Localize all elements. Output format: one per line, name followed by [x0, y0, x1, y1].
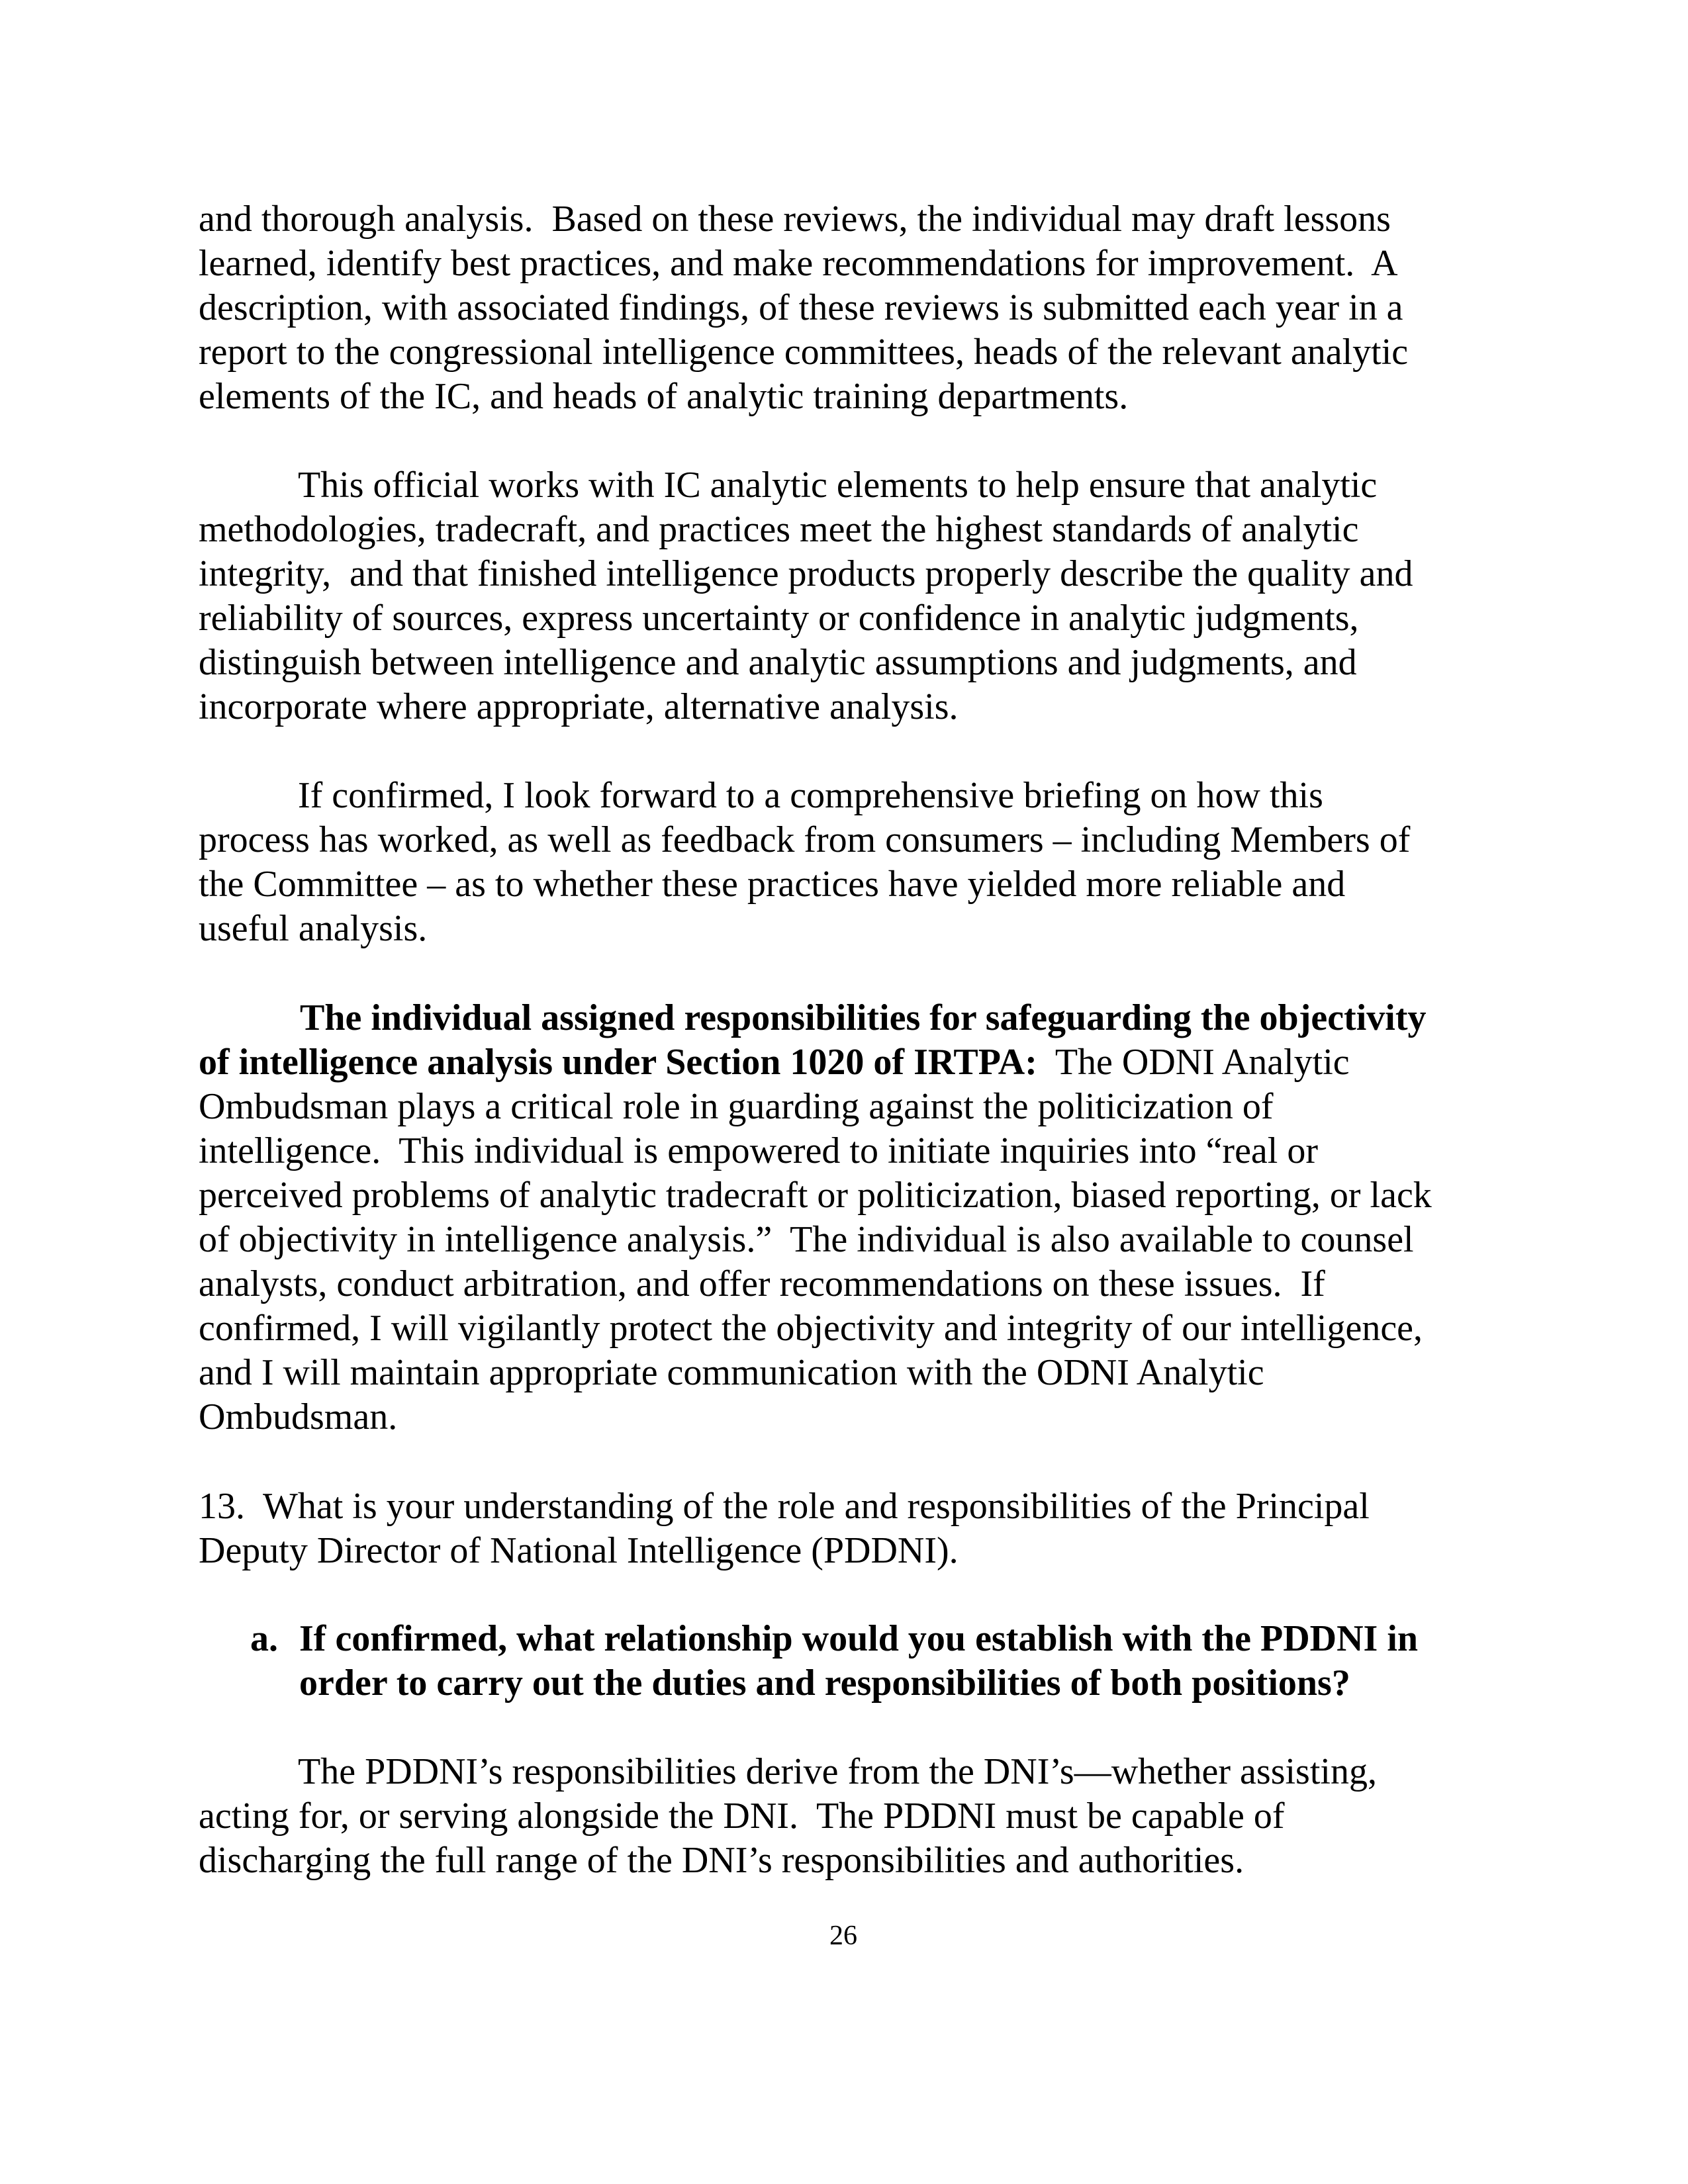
text-line: If confirmed, I look forward to a comprehensive briefing on how this	[298, 775, 1323, 816]
text-line: The PDDNI’s responsibilities derive from the DNI’s—whether assisting,	[298, 1751, 1377, 1792]
text-line: Ombudsman plays a critical role in guarding against the politicization of	[199, 1086, 1274, 1127]
text-line: and thorough analysis. Based on these reviews, the individual may draft lessons	[199, 199, 1391, 240]
text-line: intelligence. This individual is empowered to initiate inquiries into “real or	[199, 1130, 1318, 1171]
text-line: process has worked, as well as feedback from consumers – including Members of	[199, 819, 1411, 860]
section-heading-line: of intelligence analysis under Section 1020 of IRTPA:	[199, 1042, 1037, 1083]
text-line: and I will maintain appropriate communication with the ODNI Analytic	[199, 1352, 1264, 1393]
text-line: analysts, conduct arbitration, and offer recommendations on these issues. If	[199, 1263, 1325, 1304]
text-line: perceived problems of analytic tradecraft or politicization, biased reporting, or lack	[199, 1175, 1432, 1216]
text-line: incorporate where appropriate, alternative analysis.	[199, 686, 959, 727]
text-line: description, with associated findings, of these reviews is submitted each year in a	[199, 287, 1403, 328]
text-line: of objectivity in intelligence analysis.” The individual is also available to counsel	[199, 1219, 1414, 1260]
question-line: 13. What is your understanding of the role and responsibilities of the Principal	[199, 1486, 1370, 1527]
text-line: the Committee – as to whether these practices have yielded more reliable and	[199, 864, 1346, 905]
text-line: reliability of sources, express uncertainty or confidence in analytic judgments,	[199, 598, 1359, 639]
text-line: report to the congressional intelligence committees, heads of the relevant analytic	[199, 332, 1409, 373]
text-line: learned, identify best practices, and make recommendations for improvement. A	[199, 243, 1398, 284]
text-line: Ombudsman.	[199, 1396, 398, 1437]
text-line: confirmed, I will vigilantly protect the objectivity and integrity of our intelligence,	[199, 1308, 1423, 1349]
text-line: This official works with IC analytic elements to help ensure that analytic	[298, 465, 1378, 506]
text-line: elements of the IC, and heads of analytic training departments.	[199, 376, 1129, 417]
text-line: discharging the full range of the DNI’s responsibilities and authorities.	[199, 1840, 1244, 1881]
text-line: distinguish between intelligence and analytic assumptions and judgments, and	[199, 642, 1357, 683]
question-line: order to carry out the duties and responsibilities of both positions?	[299, 1662, 1350, 1704]
question-line: If confirmed, what relationship would you establish with the PDDNI in	[299, 1618, 1419, 1659]
text-line: useful analysis.	[199, 908, 428, 949]
text-line	[199, 1044, 1350, 1081]
question-line: Deputy Director of National Intelligence (PDDNI).	[199, 1530, 959, 1571]
text-line: acting for, or serving alongside the DNI. The PDDNI must be capable of	[199, 1796, 1285, 1837]
text-line: integrity, and that finished intelligence products properly describe the quality and	[199, 553, 1413, 594]
section-heading-line: The individual assigned responsibilities for safeguarding the objectivity	[300, 997, 1427, 1038]
text-run: The ODNI Analytic	[1037, 1042, 1350, 1083]
text-line: methodologies, tradecraft, and practices meet the highest standards of analytic	[199, 509, 1359, 550]
list-marker: a.	[250, 1618, 278, 1659]
page-number: 26	[829, 1921, 857, 1951]
